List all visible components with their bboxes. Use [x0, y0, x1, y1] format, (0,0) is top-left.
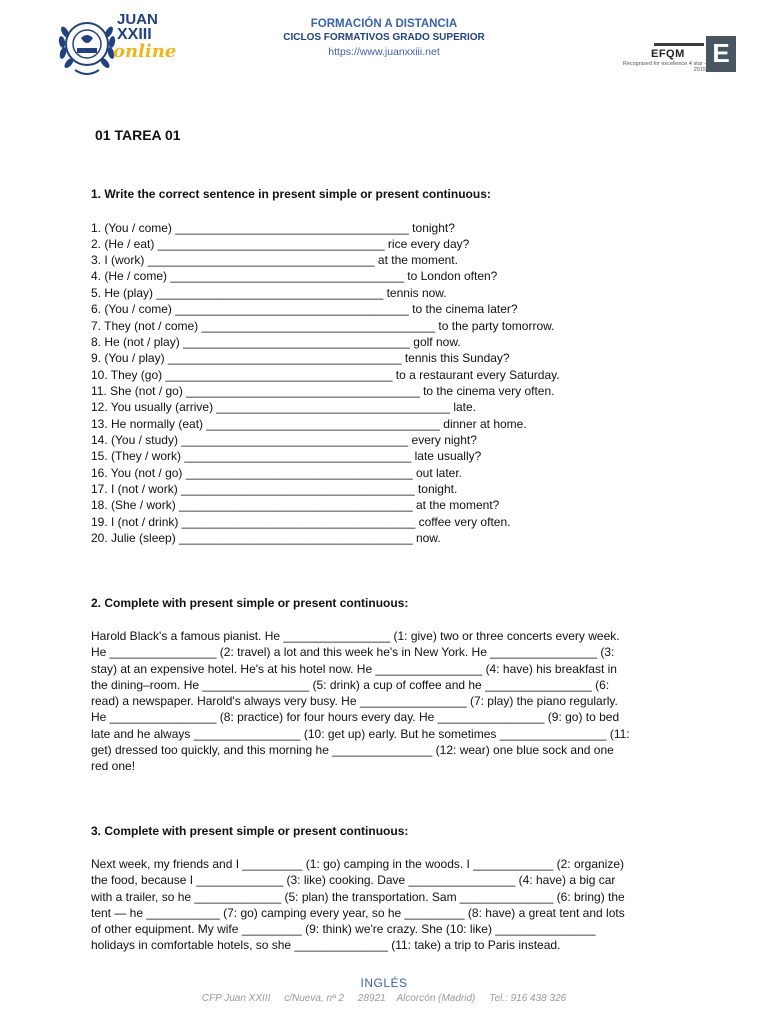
exercise-line: 13. He normally (eat) ___________________________________ dinner at home. [91, 417, 527, 431]
exercise-line: 12. You usually (arrive) ___________________________________ late. [91, 400, 477, 414]
exercise-line: 11. She (not / go) ___________________________________ to the cinema very often. [91, 384, 555, 398]
efqm-bar [654, 43, 704, 46]
paragraph-line: tent — he ___________ (7: go) camping every year, so he _________ (8: have) a great tent and lots [91, 905, 625, 920]
efqm-name: EFQM [651, 48, 685, 60]
exercise-line: 15. (They / work) __________________________________ late usually? [91, 449, 482, 463]
section-3-title: 3. Complete with present simple or present continuous: [91, 824, 409, 838]
header-title: FORMACIÓN A DISTANCIA [310, 18, 458, 30]
efqm-caption: Recognised for excellence 4 star - 2015 [622, 61, 706, 73]
section-2-paragraph [91, 628, 671, 775]
paragraph-line: with a trailer, so he _____________ (5: plan) the transportation. Sam ______________ (6: bring) the [91, 889, 625, 904]
exercise-line: 1. (You / come) ___________________________________ tonight? [91, 221, 455, 235]
paragraph-line: Harold Black's a famous pianist. He ________________ (1: give) two or three concerts every week. [91, 629, 620, 643]
paragraph-line: He ________________ (2: travel) a lot and this week he's in New York. He ________________ (3: [91, 645, 615, 660]
exercise-line: 19. I (not / drink) ___________________________________ coffee very often. [91, 515, 511, 529]
exercise-line: 3. I (work) __________________________________ at the moment. [91, 253, 458, 267]
logo-line-3: online [113, 41, 177, 62]
exercise-line: 14. (You / study) __________________________________ every night? [91, 433, 477, 447]
exercise-line: 18. (She / work) ___________________________________ at the moment? [91, 498, 500, 512]
section-1-title: 1. Write the correct sentence in present simple or present continuous: [91, 187, 491, 201]
exercise-line: 20. Julie (sleep) ___________________________________ now. [91, 531, 441, 545]
paragraph-line: red one! [91, 759, 136, 774]
exercise-line: 9. (You / play) ___________________________________ tennis this Sunday? [91, 351, 510, 365]
exercise-line: 5. He (play) __________________________________ tennis now. [91, 286, 447, 300]
logo-line-2: XXIII [117, 26, 152, 43]
exercise-line: 6. (You / come) ___________________________________ to the cinema later? [91, 302, 518, 316]
section-3-paragraph [91, 856, 671, 954]
paragraph-line: He ________________ (8: practice) for four hours every day. He ________________ (9: go) to bed [91, 710, 620, 725]
header-subtitle: CICLOS FORMATIVOS GRADO SUPERIOR [283, 32, 485, 43]
paragraph-line: holidays in comfortable hotels, so she ______________ (11: take) a trip to Paris instead. [91, 938, 561, 953]
footer-address: CFP Juan XXIII c/Nueva, nº 2 28921 Alcorcón (Madrid) Tel.: 916 438 326 [201, 993, 567, 1004]
efqm-badge [620, 36, 738, 76]
header-url[interactable]: https://www.juanxxiii.net [328, 46, 440, 58]
juan-xxiii-logo [55, 10, 177, 82]
footer-subject: INGLÉS [360, 976, 408, 990]
paragraph-line: the dining–room. He ________________ (5: drink) a cup of coffee and he ________________ (6: [91, 677, 610, 692]
paragraph-line: late and he always ________________ (10: get up) early. But he sometimes ________________ (11: [91, 726, 630, 741]
section-2-title: 2. Complete with present simple or present continuous: [91, 596, 409, 610]
header-info [234, 17, 534, 59]
exercise-line: 8. He (not / play) __________________________________ golf now. [91, 335, 461, 349]
efqm-letter: E [706, 36, 736, 72]
paragraph-line: the food, because I _____________ (3: like) cooking. Dave ________________ (4: have) a big car [91, 873, 616, 888]
logo-text [113, 11, 177, 62]
page-header [0, 0, 768, 92]
exercise-line: 4. (He / come) ___________________________________ to London often? [91, 269, 498, 283]
paragraph-line: of other equipment. My wife _________ (9: think) we're crazy. She (10: like) _______________ [91, 922, 596, 937]
laurel-wreath-icon [55, 10, 119, 82]
document-title: 01 TAREA 01 [95, 127, 181, 143]
paragraph-line: Next week, my friends and I _________ (1: go) camping in the woods. I ____________ (2: organize) [91, 857, 624, 871]
paragraph-line: read) a newspaper. Harold's always very busy. He ________________ (7: play) the piano regularly. [91, 694, 618, 709]
exercise-line: 7. They (not / come) ___________________________________ to the party tomorrow. [91, 319, 555, 333]
exercise-line: 17. I (not / work) ___________________________________ tonight. [91, 482, 458, 496]
logo-line-1: JUAN [117, 11, 158, 28]
paragraph-line: stay) at an expensive hotel. He's at his hotel now. He ________________ (4: have) his breakfast in [91, 661, 617, 676]
exercise-line: 2. (He / eat) __________________________________ rice every day? [91, 237, 470, 251]
paragraph-line: get) dressed too quickly, and this morning he _______________ (12: wear) one blue sock and one [91, 743, 614, 758]
exercise-line: 16. You (not / go) __________________________________ out later. [91, 466, 463, 480]
exercise-line: 10. They (go) __________________________________ to a restaurant every Saturday. [91, 368, 560, 382]
